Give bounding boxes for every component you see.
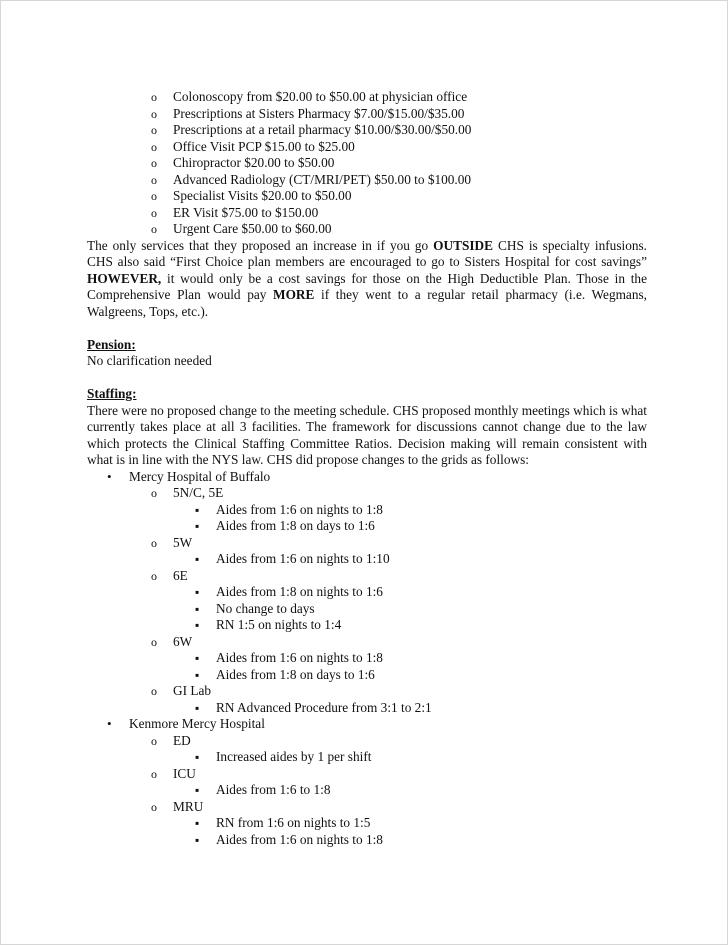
change-item: ▪ Aides from 1:6 on nights to 1:8 [87,650,647,667]
list-item: o Specialist Visits $20.00 to $50.00 [87,188,647,205]
hospital-kenmore-mercy: • Kenmore Mercy Hospital [87,716,647,733]
unit-item: o GI Lab [87,683,647,700]
document-body [87,89,647,848]
list-item: o Office Visit PCP $15.00 to $25.00 [87,139,647,156]
change-item: ▪ RN from 1:6 on nights to 1:5 [87,815,647,832]
paragraph-text: it would only be a cost savings for those on the High Deductible Plan. Those in the Comprehensive Plan would pay [87,270,647,302]
change-item: ▪ Aides from 1:8 on days to 1:6 [87,518,647,535]
unit-item: o ICU [87,766,647,783]
unit-item: o 5W [87,535,647,552]
change-item: ▪ Aides from 1:6 to 1:8 [87,782,647,799]
staffing-paragraph: There were no proposed change to the meeting schedule. CHS proposed monthly meetings which is what currently takes place at all 3 facilities. The framework for discussions cannot change due to the law which protects the Clinical Staffing Committee Ratios. Decision making will remain consistent with what is in line with the NYS law. CHS did propose changes to the grids as follows: [87,402,647,467]
paragraph-text: CHS is specialty infusions. CHS also said “First Choice plan members are encouraged to go to Sisters Hospital for cost savings” [87,237,647,269]
unit-item: o MRU [87,799,647,816]
unit-item: o 6E [87,568,647,585]
paragraph-text: The only services that they proposed an increase in if you go [87,237,434,253]
list-item: o Prescriptions at Sisters Pharmacy $7.00/$15.00/$35.00 [87,106,647,123]
list-item: o Advanced Radiology (CT/MRI/PET) $50.00 to $100.00 [87,172,647,189]
change-item: ▪ Aides from 1:6 on nights to 1:8 [87,832,647,849]
staffing-heading: Staffing: [87,386,137,401]
paragraph-text: if they went to a regular retail pharmacy (i.e. Wegmans, Walgreens, Tops, etc.). [87,287,647,319]
change-item: ▪ Aides from 1:6 on nights to 1:8 [87,502,647,519]
list-item: o Chiropractor $20.00 to $50.00 [87,155,647,172]
change-item: ▪ RN Advanced Procedure from 3:1 to 2:1 [87,700,647,717]
list-item: o Colonoscopy from $20.00 to $50.00 at physician office [87,89,647,106]
services-paragraph [87,238,647,321]
unit-item: o 6W [87,634,647,651]
staffing-grid-changes [87,469,647,849]
change-item: ▪ No change to days [87,601,647,618]
emphasis-however: HOWEVER, [87,270,162,286]
emphasis-outside: OUTSIDE [433,237,494,253]
change-item: ▪ Aides from 1:8 on days to 1:6 [87,667,647,684]
change-item: ▪ Increased aides by 1 per shift [87,749,647,766]
change-item: ▪ Aides from 1:8 on nights to 1:6 [87,584,647,601]
unit-item: o ED [87,733,647,750]
pension-heading: Pension: [87,336,136,352]
hospital-mercy-buffalo: • Mercy Hospital of Buffalo [87,469,647,486]
change-item: ▪ RN 1:5 on nights to 1:4 [87,617,647,634]
copay-list [87,89,647,238]
emphasis-more: MORE [273,287,315,302]
change-item: ▪ Aides from 1:6 on nights to 1:10 [87,551,647,568]
unit-item: o 5N/C, 5E [87,485,647,502]
list-item: o Urgent Care $50.00 to $60.00 [87,221,647,238]
list-item: o ER Visit $75.00 to $150.00 [87,205,647,222]
list-item: o Prescriptions at a retail pharmacy $10.00/$30.00/$50.00 [87,122,647,139]
pension-text: No clarification needed [87,353,212,368]
